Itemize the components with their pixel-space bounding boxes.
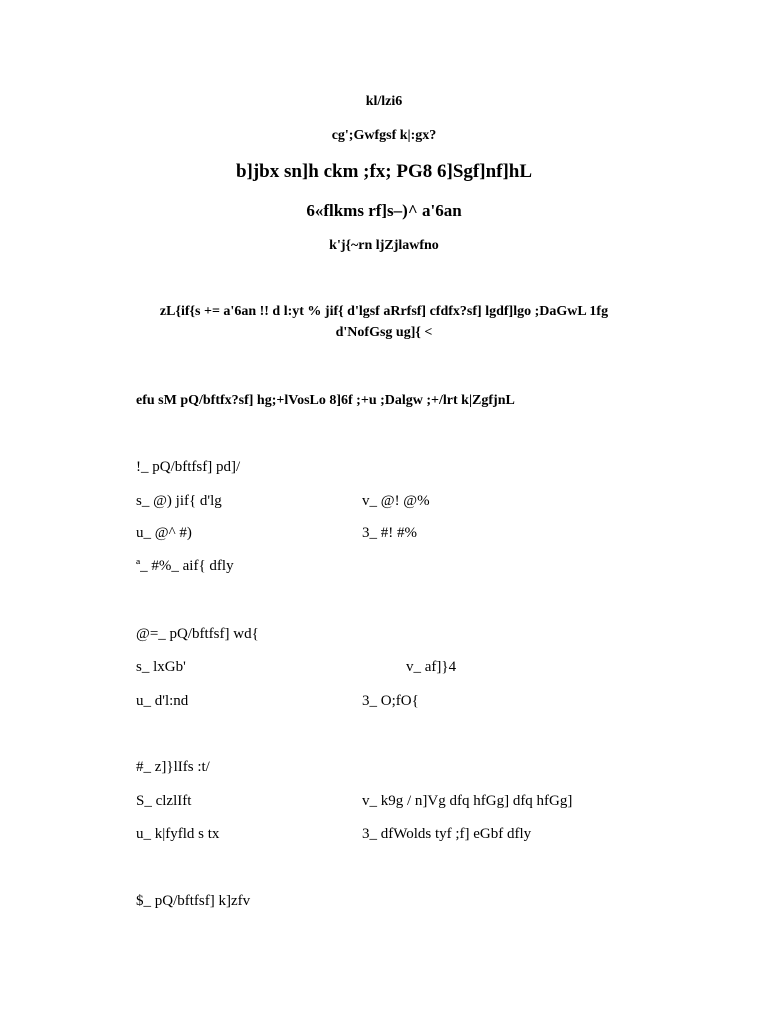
header-line-2: cg';Gwfgsf k|:gx? xyxy=(331,128,437,143)
option-item: u_ @^ #) xyxy=(136,525,192,541)
option-item: v_ k9g / n]Vg dfq hfGg] dfq hfGg] xyxy=(362,793,573,809)
option-item: s_ @) jif{ d'lg xyxy=(136,493,222,509)
option-item: 3_ dfWolds tyf ;f] eGbf dfly xyxy=(362,826,532,842)
institution-name: k'j{~rn ljZjlawfno xyxy=(329,238,439,253)
instruction-line-2: d'NofGsg ug]{ < xyxy=(335,325,433,340)
section-heading: $_ pQ/bftfsf] k]zfv xyxy=(136,893,251,909)
option-item: u_ d'l:nd xyxy=(136,693,189,709)
section-heading: !_ pQ/bftfsf] pd]/ xyxy=(136,459,241,475)
option-item: v_ af]}4 xyxy=(406,659,457,675)
section-note: efu sM pQ/bftfx?sf] hg;+lVosLo 8]6f ;+u ;Dalgw ;+/lrt k|ZgfjnL xyxy=(136,393,515,408)
section-heading: #_ z]}lIfs :t/ xyxy=(136,759,210,775)
header-line-1: kl/lzi6 xyxy=(365,94,403,109)
document-title: b]jbx sn]h ckm ;fx; PG8 6]Sgf]nf]hL xyxy=(235,161,533,182)
section-heading: @=_ pQ/bftfsf] wd{ xyxy=(136,626,259,642)
option-item: ª_ #%_ aif{ dfly xyxy=(136,558,234,574)
option-item: s_ lxGb' xyxy=(136,659,186,675)
option-item: v_ @! @% xyxy=(362,493,430,509)
option-item: u_ k|fyfld s tx xyxy=(136,826,220,842)
option-item: S_ clzlIft xyxy=(136,793,192,809)
instruction-line-1: zL{if{s += a'6an !! d l:yt % jif{ d'lgsf aRrfsf] cfdfx?sf] lgdf]lgo ;DaGwL 1fg xyxy=(159,304,609,319)
option-item: 3_ #! #% xyxy=(362,525,417,541)
option-item: 3_ O;fO{ xyxy=(362,693,419,709)
document-subtitle: 6«flkms rf]s–)^ a'6an xyxy=(306,201,462,220)
